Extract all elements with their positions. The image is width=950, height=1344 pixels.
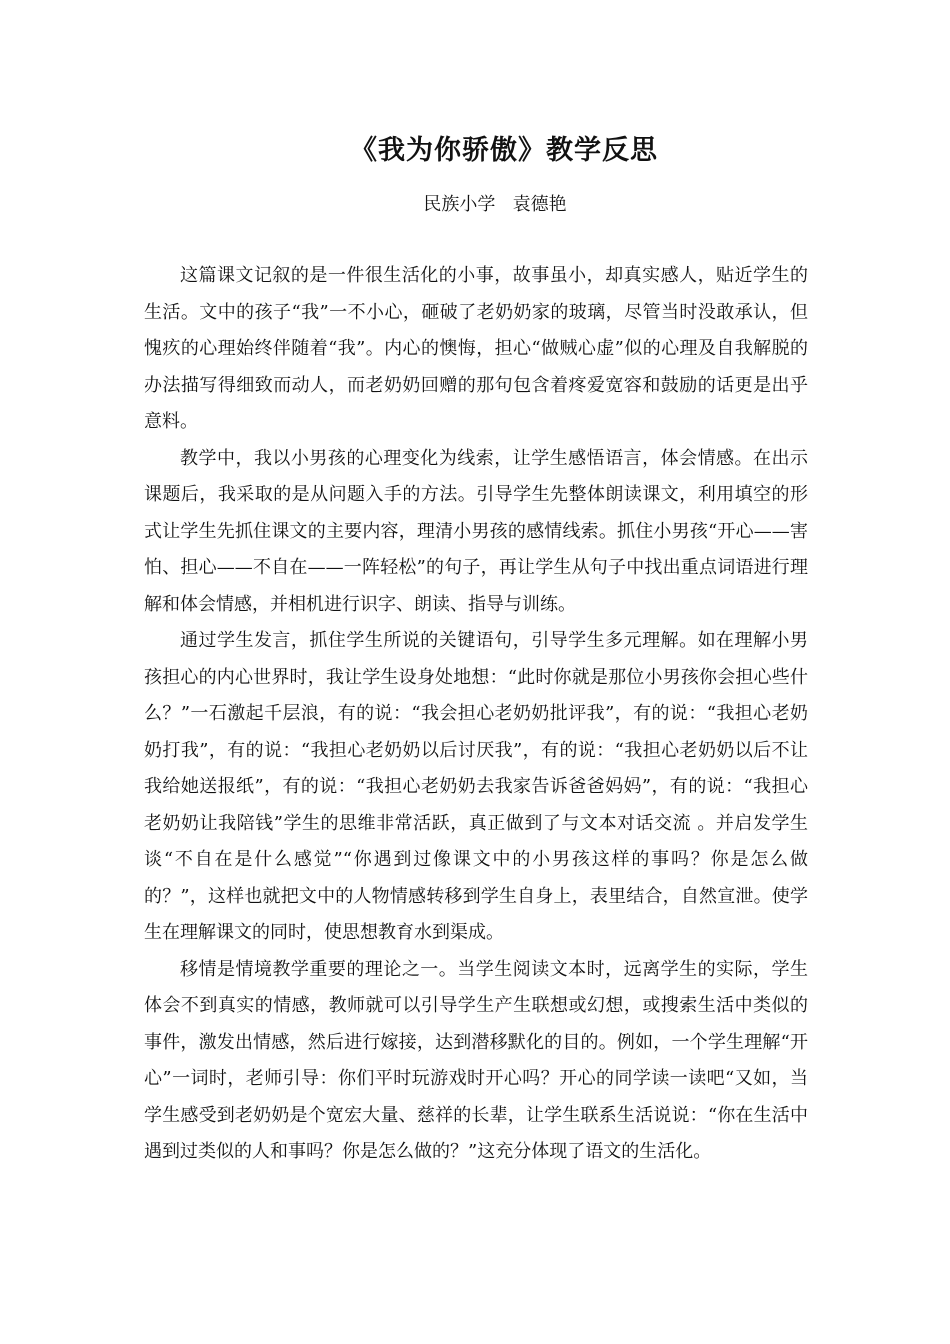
paragraph: 教学中，我以小男孩的心理变化为线索，让学生感悟语言，体会情感。在出示课题后，我采取的是从问题入手的方法。引导学生先整体朗读课文，利用填空的形式让学生先抓住课文的主要内容，理清小男孩的感情线索。抓住小男孩“开心——害怕、担心——不自在——一阵轻松”的句子，再让学生从句子中找出重点词语进行理解和体会情感，并相机进行识字、朗读、指导与训练。 — [144, 447, 808, 615]
document-body — [144, 258, 808, 1171]
document-title: 《我为你骄傲》教学反思 — [350, 135, 658, 166]
paragraph: 这篇课文记叙的是一件很生活化的小事，故事虽小，却真实感人，贴近学生的生活。文中的孩子“我”一不小心，砸破了老奶奶家的玻璃，尽管当时没敢承认，但愧疚的心理始终伴随着“我”。内心的懊悔，担心“做贼心虚”似的心理及自我解脱的办法描写得细致而动人，而老奶奶回赠的那句包含着疼爱宽容和鼓励的话更是出乎意料。 — [144, 265, 808, 432]
paragraph: 通过学生发言，抓住学生所说的关键语句，引导学生多元理解。如在理解小男孩担心的内心世界时，我让学生设身处地想：“此时你就是那位小男孩你会担心些什么？”一石激起千层浪，有的说：“我会担心老奶奶批评我”，有的说：“我担心老奶奶打我”，有的说：“我担心老奶奶以后讨厌我”，有的说：“我担心老奶奶以后不让我给她送报纸”，有的说：“我担心老奶奶去我家告诉爸爸妈妈”，有的说：“我担心老奶奶让我陪钱”学生的思维非常活跃，真正做到了与文本对话交流 。并启发学生谈“不自在是什么感觉”“你遇到过像课文中的小男孩这样的事吗？你是怎么做的？”，这样也就把文中的人物情感转移到学生自身上，表里结合，自然宣泄。使学生在理解课文的同时，使思想教育水到渠成。 — [144, 630, 808, 943]
author-line: 民族小学 袁德艳 — [423, 194, 567, 215]
paragraph: 移情是情境教学重要的理论之一。当学生阅读文本时，远离学生的实际，学生体会不到真实的情感，教师就可以引导学生产生联想或幻想，或搜索生活中类似的事件，激发出情感，然后进行嫁接，达到潜移默化的目的。例如，一个学生理解“开心”一词时，老师引导：你们平时玩游戏时开心吗？开心的同学读一读吧“又如，当学生感受到老奶奶是个宽宏大量、慈祥的长辈，让学生联系生活说说：“你在生活中遇到过类似的人和事吗？你是怎么做的？”这充分体现了语文的生活化。 — [144, 958, 808, 1162]
